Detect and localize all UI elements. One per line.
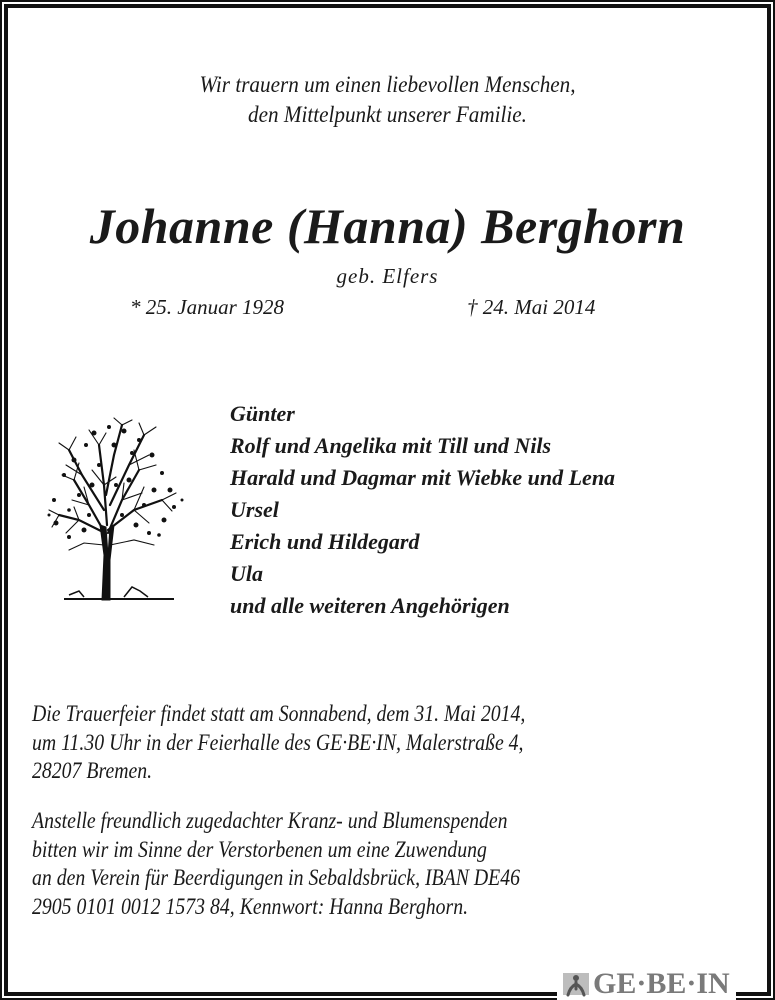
donation-line: bitten wir im Sinne der Verstorbenen um eine Zuwendung [32, 836, 487, 862]
intro-text [31, 70, 744, 130]
deceased-name: Johanne (Hanna) Berghorn [89, 198, 686, 254]
death-date: † 24. Mai 2014 [467, 295, 596, 319]
mourner-item: Günter [230, 401, 295, 426]
mourner-item: Harald und Dagmar mit Wiebke und Lena [230, 465, 616, 490]
donation-line: 2905 0101 0012 1573 84, Kennwort: Hanna Berghorn. [32, 893, 469, 919]
donation-info [32, 807, 744, 921]
funeral-info [32, 700, 744, 786]
birth-date: * 25. Januar 1928 [130, 295, 284, 319]
mourner-item: Ursel [230, 497, 279, 522]
mourner-item: und alle weiteren Angehörigen [230, 593, 510, 618]
tree-icon [44, 415, 189, 605]
gebein-logo-text: GE·BE·IN [593, 967, 730, 1000]
mourner-item: Ula [230, 561, 263, 586]
mourners-list [230, 398, 615, 622]
intro-line-2: den Mittelpunkt unserer Familie. [248, 102, 527, 127]
gebein-logo-icon [563, 971, 589, 997]
mourner-item: Erich und Hildegard [230, 529, 420, 554]
funeral-line: 28207 Bremen. [32, 758, 153, 783]
donation-line: Anstelle freundlich zugedachter Kranz- und Blumenspenden [32, 808, 508, 833]
funeral-line: um 11.30 Uhr in der Feierhalle des GE·BE·IN, Malerstraße 4, [32, 729, 524, 755]
funeral-line: Die Trauerfeier findet statt am Sonnabend, dem 31. Mai 2014, [32, 701, 526, 726]
mourner-item: Rolf und Angelika mit Till und Nils [230, 433, 552, 458]
intro-line-1: Wir trauern um einen liebevollen Menschen, [199, 72, 576, 97]
gebein-logo [557, 968, 736, 1000]
maiden-name: geb. Elfers [336, 264, 439, 288]
donation-line: an den Verein für Beerdigungen in Sebaldsbrück, IBAN DE46 [32, 865, 520, 890]
